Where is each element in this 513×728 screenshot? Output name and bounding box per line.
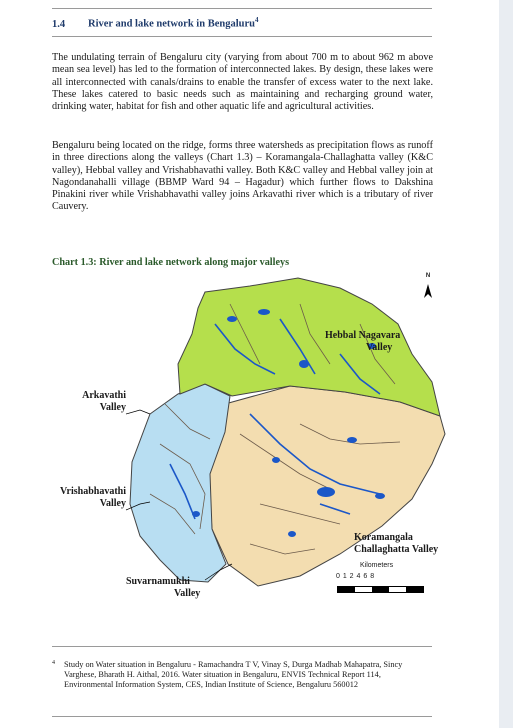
section-heading xyxy=(52,16,432,30)
footnote-rule xyxy=(52,646,432,647)
hebbal-valley-label: Hebbal Nagavara Valley xyxy=(325,330,401,353)
north-label: N xyxy=(425,273,431,279)
paragraph-watersheds: Bengaluru being located on the ridge, forms three watersheds as precipitation flows as runoff in three directions along the valleys (Chart 1.3) – Koramangala-Challaghatta valley (K&C valley), Hebbal valley and Vrishabhavathi valley. Both K&C valley and Hebbal valley join at Nagondanahalli village (BBMP Ward 94 – Hagadur) which further flows to Dakshina Pinakini river while Vrishabhavathi valley joins Arkavathi river which is a tributary of river Cauvery. xyxy=(52,140,433,213)
footnote-mark: 4 xyxy=(52,660,55,666)
heading-rule xyxy=(52,36,432,37)
footnote-text: Study on Water situation in Bengaluru - Ramachandra T V, Vinay S, Durga Madhab Mahapatra, Sincy Varghese, Bharath H. Aithal, 2016. Water situation in Bengaluru, ENVIS Technical Report 114, Environmental Information System, CES, Indian Institute of Science, Bengaluru 560012 xyxy=(64,660,403,689)
scale-ticks: 0 1 2 4 6 8 xyxy=(336,573,375,580)
section-number: 1.4 xyxy=(52,18,66,30)
bottom-rule xyxy=(52,716,432,717)
arkavathi-valley-label: Arkavathi Valley xyxy=(82,390,126,413)
north-arrow xyxy=(424,284,432,298)
valley-map xyxy=(0,264,470,614)
scale-title: Kilometers xyxy=(360,562,394,569)
scale-bar xyxy=(337,586,424,593)
viewer-scroll-strip[interactable] xyxy=(499,0,513,728)
footnote xyxy=(52,660,432,690)
koramangala-valley-region xyxy=(208,386,445,586)
footnote-reference: 4 xyxy=(254,16,259,24)
vrishabhavathi-valley-label: Vrishabhavathi Valley xyxy=(60,486,126,509)
valley-map-graphic xyxy=(0,264,470,614)
section-title: River and lake network in Bengaluru xyxy=(88,18,255,30)
chart-caption: Chart 1.3: River and lake network along major valleys xyxy=(52,257,290,268)
top-rule xyxy=(52,8,432,9)
suvarnamukhi-valley-label: Suvarnamukhi Valley xyxy=(126,576,201,599)
paragraph-terrain: The undulating terrain of Bengaluru city (varying from about 700 m to about 962 m above mean sea level) has led to the formation of interconnected lakes. By design, these lakes were all interconnected with canals/drains to enable the transfer of excess water to the next lake. These lakes catered to basic needs such as maintaining and recharging ground water, drinking water, habitat for fish and other aquatic life and agricultural activities. xyxy=(52,52,433,113)
koramangala-valley-label: Koramangala Challaghatta Valley xyxy=(354,532,439,555)
